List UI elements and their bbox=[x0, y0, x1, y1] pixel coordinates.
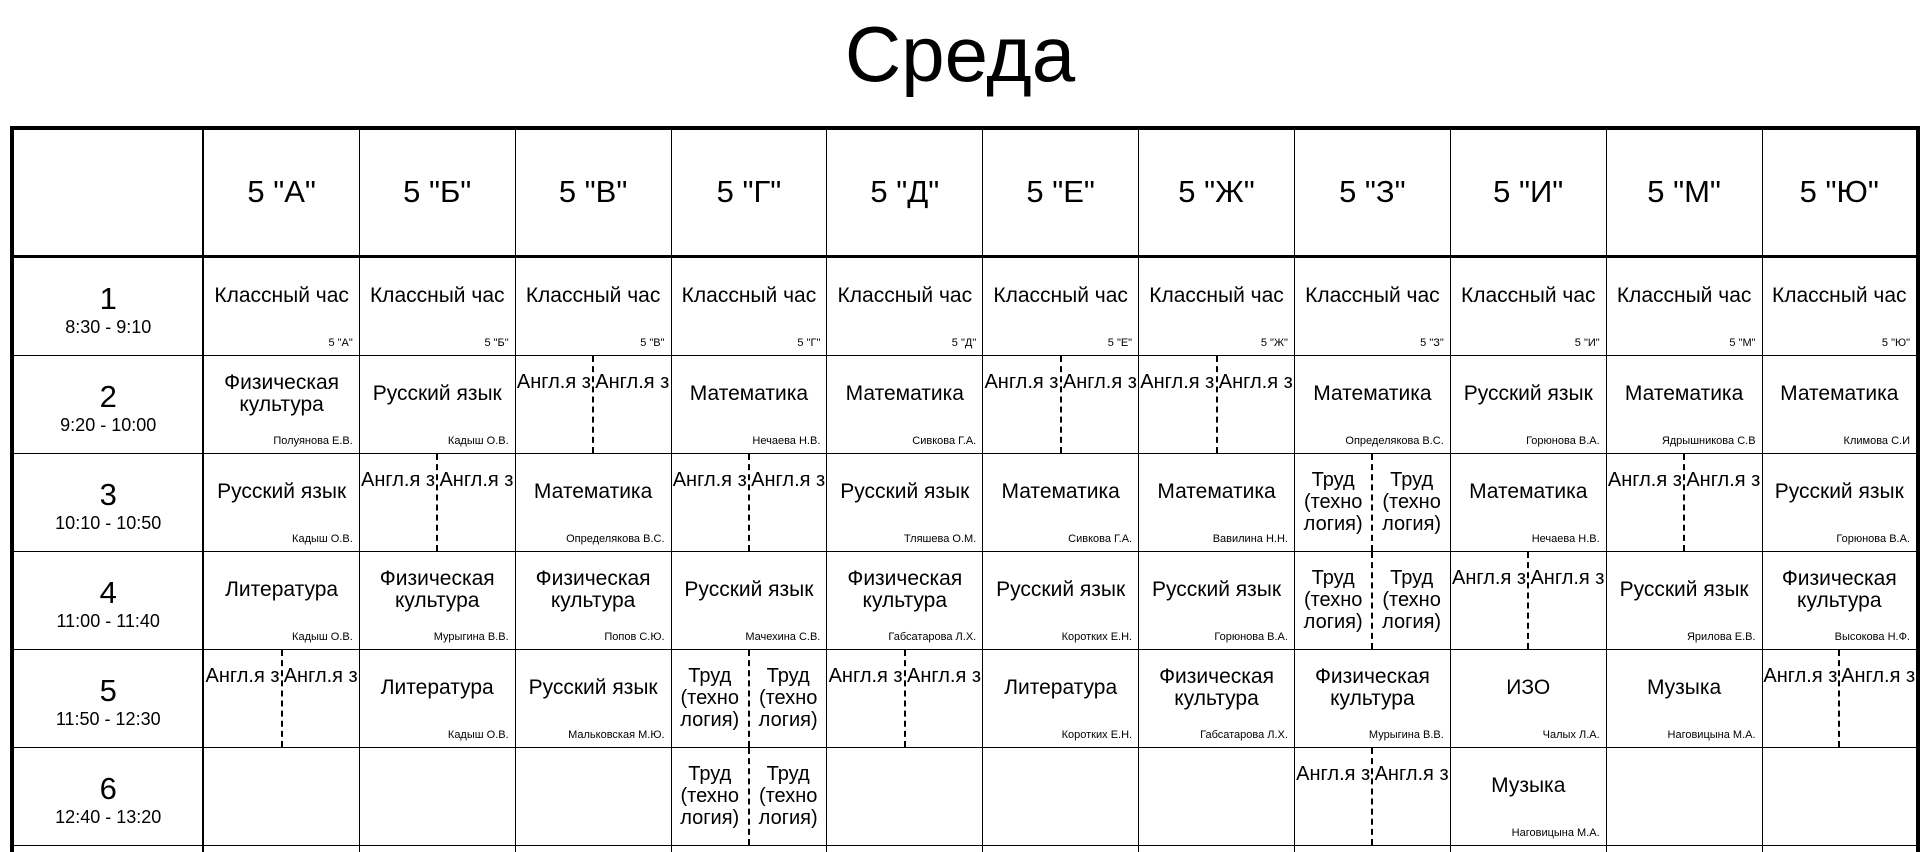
period-row bbox=[12, 747, 1918, 845]
subject-name: Русский язык bbox=[996, 578, 1126, 601]
subject-name: Классный час bbox=[993, 284, 1128, 307]
period-row bbox=[12, 453, 1918, 551]
teacher-name: 5 "З" bbox=[1420, 336, 1444, 349]
split-lesson bbox=[827, 650, 982, 747]
period-time: 12:40 - 13:20 bbox=[55, 807, 162, 827]
subject-name: Классный час bbox=[681, 284, 817, 307]
subgroup-subject: Англ.я з bbox=[439, 468, 514, 491]
subject-name: Математика bbox=[1157, 480, 1276, 503]
lesson-cell bbox=[203, 649, 359, 747]
empty-cell bbox=[1450, 845, 1606, 852]
empty-cell bbox=[203, 845, 359, 852]
subject-name: Музыка bbox=[1491, 774, 1566, 797]
lesson-cell bbox=[1762, 355, 1918, 453]
subject-name: Физическая культура bbox=[379, 567, 495, 612]
teacher-name: 5 "Б" bbox=[484, 336, 509, 349]
subject-name: Классный час bbox=[1149, 284, 1284, 307]
teacher-name: Габсатарова Л.Х. bbox=[888, 630, 977, 643]
empty-cell bbox=[1606, 845, 1762, 852]
split-lesson bbox=[1295, 552, 1450, 649]
teacher-name: Наговицына М.А. bbox=[1667, 728, 1756, 741]
lesson-cell bbox=[1294, 453, 1450, 551]
subject-name: Русский язык bbox=[1619, 578, 1749, 601]
lesson-cell bbox=[359, 453, 515, 551]
subgroup-subject: Англ.я з bbox=[907, 664, 982, 687]
subject-name: Математика bbox=[845, 382, 964, 405]
subgroup-subject: Англ.я з bbox=[672, 454, 750, 551]
period-row bbox=[12, 551, 1918, 649]
teacher-name: Определякова В.С. bbox=[1345, 434, 1444, 447]
teacher-name: Мурыгина В.В. bbox=[433, 630, 509, 643]
teacher-name: Определякова В.С. bbox=[566, 532, 665, 545]
lesson-cell bbox=[515, 551, 671, 649]
lesson-cell bbox=[1762, 453, 1918, 551]
subject-name: Классный час bbox=[214, 284, 349, 307]
split-lesson bbox=[516, 356, 671, 453]
subject-name: Математика bbox=[1001, 480, 1120, 503]
period-time: 11:00 - 11:40 bbox=[56, 611, 160, 631]
subject-name: Литература bbox=[225, 578, 339, 601]
period-number: 5 bbox=[99, 673, 117, 708]
empty-cell bbox=[827, 845, 983, 852]
subject-name: Русский язык bbox=[840, 480, 970, 503]
subject-name: Математика bbox=[1313, 382, 1432, 405]
teacher-name: 5 "Д" bbox=[951, 336, 977, 349]
split-lesson bbox=[983, 356, 1138, 453]
subgroup-subject: Англ.я з bbox=[360, 454, 438, 551]
lesson-cell bbox=[983, 355, 1139, 453]
subgroup-subject: Англ.я з bbox=[1686, 468, 1761, 491]
subgroup-subject: Англ.я з bbox=[1530, 566, 1605, 589]
split-lesson bbox=[1295, 748, 1450, 845]
lesson-cell bbox=[671, 551, 827, 649]
teacher-name: 5 "И" bbox=[1574, 336, 1600, 349]
subgroup-subject: Труд (техно логия) bbox=[758, 763, 818, 829]
teacher-name: Ярилова Е.В. bbox=[1686, 630, 1756, 643]
teacher-name: Мурыгина В.В. bbox=[1368, 728, 1444, 741]
split-lesson bbox=[1451, 552, 1606, 649]
subgroup-subject: Англ.я з bbox=[1374, 762, 1449, 785]
lesson-cell bbox=[1450, 551, 1606, 649]
subject-name: Классный час bbox=[525, 284, 661, 307]
split-lesson bbox=[1763, 650, 1916, 747]
teacher-name: Мальковская М.Ю. bbox=[568, 728, 665, 741]
split-lesson bbox=[1295, 454, 1450, 551]
empty-cell bbox=[983, 747, 1139, 845]
teacher-name: Полуянова Е.В. bbox=[273, 434, 353, 447]
teacher-name: Коротких Е.Н. bbox=[1061, 630, 1133, 643]
empty-cell bbox=[983, 845, 1139, 852]
subgroup-subject: Труд (техно логия) bbox=[1382, 567, 1442, 633]
subject-name: Классный час bbox=[1616, 284, 1752, 307]
lesson-cell bbox=[1450, 355, 1606, 453]
split-lesson bbox=[672, 454, 827, 551]
subgroup-subject: Англ.я з bbox=[204, 650, 282, 747]
class-header: 5 "Ю" bbox=[1762, 128, 1918, 256]
period-row bbox=[12, 256, 1918, 355]
teacher-name: Кадыш О.В. bbox=[447, 728, 509, 741]
subgroup-subject: Англ.я з bbox=[827, 650, 905, 747]
empty-cell bbox=[515, 845, 671, 852]
empty-cell bbox=[1139, 747, 1295, 845]
subject-name: Физическая культура bbox=[535, 567, 651, 612]
empty-cell bbox=[359, 747, 515, 845]
empty-cell bbox=[1762, 747, 1918, 845]
subject-name: Математика bbox=[689, 382, 809, 405]
teacher-name: Сивкова Г.А. bbox=[912, 434, 977, 447]
lesson-cell bbox=[983, 551, 1139, 649]
subgroup-subject: Англ.я з bbox=[1295, 748, 1373, 845]
lesson-cell bbox=[1450, 747, 1606, 845]
teacher-name: Высокова Н.Ф. bbox=[1834, 630, 1910, 643]
subject-name: Музыка bbox=[1646, 676, 1722, 699]
lesson-cell bbox=[983, 453, 1139, 551]
subject-name: Математика bbox=[1780, 382, 1899, 405]
teacher-name: Кадыш О.В. bbox=[292, 630, 353, 643]
subject-name: Литература bbox=[380, 676, 494, 699]
subject-name: Математика bbox=[1624, 382, 1744, 405]
schedule-body bbox=[12, 256, 1918, 852]
split-lesson bbox=[360, 454, 515, 551]
lesson-cell bbox=[1762, 649, 1918, 747]
lesson-cell bbox=[1139, 649, 1295, 747]
lesson-cell bbox=[203, 355, 359, 453]
subject-name: Русский язык bbox=[1463, 382, 1593, 405]
lesson-cell bbox=[827, 551, 983, 649]
teacher-name: Кадыш О.В. bbox=[292, 532, 353, 545]
class-header: 5 "М" bbox=[1606, 128, 1762, 256]
lesson-cell bbox=[1139, 256, 1295, 355]
lesson-cell bbox=[515, 355, 671, 453]
period-time: 10:10 - 10:50 bbox=[55, 513, 162, 533]
schedule-table bbox=[10, 126, 1920, 852]
teacher-name: 5 "Г" bbox=[797, 336, 821, 349]
teacher-name: Наговицына М.А. bbox=[1511, 826, 1600, 839]
period-time-cell bbox=[12, 453, 203, 551]
teacher-name: 5 "А" bbox=[328, 336, 353, 349]
empty-cell bbox=[1139, 845, 1295, 852]
teacher-name: 5 "Ж" bbox=[1260, 336, 1288, 349]
subgroup-subject: Труд (техно логия) bbox=[1295, 454, 1373, 551]
period-row-partial bbox=[12, 845, 1918, 852]
lesson-cell bbox=[359, 551, 515, 649]
split-lesson bbox=[1139, 356, 1294, 453]
empty-cell bbox=[1762, 845, 1918, 852]
subject-name: Русский язык bbox=[217, 480, 347, 503]
teacher-name: Нечаева Н.В. bbox=[1531, 532, 1600, 545]
class-header: 5 "Г" bbox=[671, 128, 827, 256]
period-time-cell bbox=[12, 649, 203, 747]
teacher-name: Горюнова В.А. bbox=[1836, 532, 1910, 545]
teacher-name: Ядрышникова С.В bbox=[1661, 434, 1756, 447]
lesson-cell bbox=[1450, 256, 1606, 355]
empty-cell bbox=[359, 845, 515, 852]
teacher-name: Горюнова В.А. bbox=[1526, 434, 1600, 447]
period-time: 8:30 - 9:10 bbox=[65, 317, 152, 337]
empty-cell bbox=[515, 747, 671, 845]
lesson-cell bbox=[359, 649, 515, 747]
subject-name: Русский язык bbox=[528, 676, 658, 699]
period-number: 6 bbox=[99, 771, 117, 806]
teacher-name: Тляшева О.М. bbox=[903, 532, 977, 545]
lesson-cell bbox=[1606, 355, 1762, 453]
lesson-cell bbox=[1606, 453, 1762, 551]
teacher-name: 5 "Ю" bbox=[1881, 336, 1910, 349]
class-header: 5 "Е" bbox=[983, 128, 1139, 256]
subgroup-subject: Труд (техно логия) bbox=[672, 650, 750, 747]
lesson-cell bbox=[515, 453, 671, 551]
lesson-cell bbox=[359, 355, 515, 453]
subject-name: ИЗО bbox=[1506, 676, 1551, 699]
class-header: 5 "Б" bbox=[359, 128, 515, 256]
empty-cell bbox=[203, 747, 359, 845]
teacher-name: Нечаева Н.В. bbox=[752, 434, 821, 447]
teacher-name: 5 "Е" bbox=[1107, 336, 1133, 349]
subgroup-subject: Труд (техно логия) bbox=[672, 748, 750, 845]
split-lesson bbox=[1607, 454, 1762, 551]
lesson-cell bbox=[983, 649, 1139, 747]
class-header: 5 "И" bbox=[1450, 128, 1606, 256]
subject-name: Физическая культура bbox=[1159, 665, 1274, 710]
page-title: Среда bbox=[844, 10, 1076, 98]
split-lesson bbox=[204, 650, 358, 747]
period-time-cell bbox=[12, 747, 203, 845]
split-lesson bbox=[672, 748, 827, 845]
lesson-cell bbox=[1139, 453, 1295, 551]
period-time: 11:50 - 12:30 bbox=[55, 709, 161, 729]
lesson-cell bbox=[1139, 551, 1295, 649]
lesson-cell bbox=[671, 256, 827, 355]
subgroup-subject: Англ.я з bbox=[983, 356, 1061, 453]
lesson-cell bbox=[827, 649, 983, 747]
teacher-name: Попов С.Ю. bbox=[604, 630, 665, 643]
class-header: 5 "Ж" bbox=[1139, 128, 1295, 256]
teacher-name: Мачехина С.В. bbox=[745, 630, 821, 643]
class-header: 5 "З" bbox=[1294, 128, 1450, 256]
subject-name: Физическая культура bbox=[1781, 567, 1897, 612]
lesson-cell bbox=[515, 649, 671, 747]
subject-name: Классный час bbox=[1771, 284, 1907, 307]
empty-cell bbox=[1294, 845, 1450, 852]
lesson-cell bbox=[671, 453, 827, 551]
lesson-cell bbox=[671, 649, 827, 747]
lesson-cell bbox=[1294, 649, 1450, 747]
empty-cell bbox=[827, 747, 983, 845]
teacher-name: Габсатарова Л.Х. bbox=[1200, 728, 1288, 741]
subject-name: Литература bbox=[1004, 676, 1118, 699]
lesson-cell bbox=[1294, 551, 1450, 649]
subject-name: Физическая культура bbox=[1314, 665, 1430, 710]
period-time: 9:20 - 10:00 bbox=[60, 415, 157, 435]
class-header: 5 "В" bbox=[515, 128, 671, 256]
period-number: 1 bbox=[99, 281, 117, 316]
lesson-cell bbox=[515, 256, 671, 355]
subject-name: Математика bbox=[533, 480, 653, 503]
lesson-cell bbox=[827, 355, 983, 453]
subgroup-subject: Англ.я з bbox=[1607, 454, 1685, 551]
teacher-name: Коротких Е.Н. bbox=[1061, 728, 1133, 741]
lesson-cell bbox=[983, 256, 1139, 355]
class-header: 5 "Д" bbox=[827, 128, 983, 256]
lesson-cell bbox=[203, 551, 359, 649]
teacher-name: Вавилина Н.Н. bbox=[1212, 532, 1288, 545]
subgroup-subject: Англ.я з bbox=[1218, 370, 1293, 393]
class-header-row bbox=[12, 128, 1918, 256]
subgroup-subject: Англ.я з bbox=[751, 468, 826, 491]
subgroup-subject: Англ.я з bbox=[1451, 552, 1529, 649]
subject-name: Русский язык bbox=[1152, 578, 1282, 601]
subject-name: Физическая культура bbox=[224, 371, 340, 416]
period-time-cell bbox=[12, 256, 203, 355]
lesson-cell bbox=[1450, 453, 1606, 551]
lesson-cell bbox=[203, 256, 359, 355]
teacher-name: 5 "В" bbox=[640, 336, 665, 349]
corner-cell bbox=[12, 128, 203, 256]
lesson-cell bbox=[203, 453, 359, 551]
period-number: 4 bbox=[99, 575, 117, 610]
lesson-cell bbox=[1294, 256, 1450, 355]
subject-name: Физическая культура bbox=[847, 567, 963, 612]
period-time-cell bbox=[12, 355, 203, 453]
subject-name: Русский язык bbox=[684, 578, 814, 601]
lesson-cell bbox=[1606, 551, 1762, 649]
subject-name: Классный час bbox=[1460, 284, 1596, 307]
subject-name: Классный час bbox=[837, 284, 973, 307]
empty-cell bbox=[12, 845, 203, 852]
lesson-cell bbox=[1606, 649, 1762, 747]
teacher-name: Климова С.И bbox=[1843, 434, 1910, 447]
subject-name: Классный час bbox=[1305, 284, 1440, 307]
lesson-cell bbox=[671, 747, 827, 845]
teacher-name: Кадыш О.В. bbox=[447, 434, 509, 447]
teacher-name: Сивкова Г.А. bbox=[1068, 532, 1133, 545]
teacher-name: Горюнова В.А. bbox=[1214, 630, 1288, 643]
lesson-cell bbox=[1450, 649, 1606, 747]
lesson-cell bbox=[359, 256, 515, 355]
subject-name: Математика bbox=[1469, 480, 1588, 503]
subgroup-subject: Труд (техно логия) bbox=[1382, 469, 1442, 535]
split-lesson bbox=[672, 650, 827, 747]
lesson-cell bbox=[1294, 355, 1450, 453]
lesson-cell bbox=[1606, 256, 1762, 355]
lesson-cell bbox=[1762, 256, 1918, 355]
period-time-cell bbox=[12, 551, 203, 649]
subgroup-subject: Труд (техно логия) bbox=[758, 665, 818, 731]
period-number: 2 bbox=[99, 379, 117, 414]
empty-cell bbox=[671, 845, 827, 852]
lesson-cell bbox=[1762, 551, 1918, 649]
subgroup-subject: Англ.я з bbox=[1763, 650, 1841, 747]
empty-cell bbox=[1606, 747, 1762, 845]
lesson-cell bbox=[827, 256, 983, 355]
subgroup-subject: Англ.я з bbox=[1841, 664, 1916, 687]
period-row bbox=[12, 649, 1918, 747]
subgroup-subject: Англ.я з bbox=[516, 356, 594, 453]
teacher-name: 5 "М" bbox=[1729, 336, 1756, 349]
subgroup-subject: Труд (техно логия) bbox=[1295, 552, 1373, 649]
subgroup-subject: Англ.я з bbox=[1062, 370, 1137, 393]
class-header: 5 "А" bbox=[203, 128, 359, 256]
subject-name: Русский язык bbox=[372, 382, 502, 405]
subgroup-subject: Англ.я з bbox=[1139, 356, 1217, 453]
lesson-cell bbox=[827, 453, 983, 551]
lesson-cell bbox=[1294, 747, 1450, 845]
period-row bbox=[12, 355, 1918, 453]
subgroup-subject: Англ.я з bbox=[283, 664, 358, 687]
subject-name: Классный час bbox=[369, 284, 505, 307]
subgroup-subject: Англ.я з bbox=[595, 370, 670, 393]
subject-name: Русский язык bbox=[1774, 480, 1904, 503]
lesson-cell bbox=[671, 355, 827, 453]
lesson-cell bbox=[1139, 355, 1295, 453]
teacher-name: Чалых Л.А. bbox=[1542, 728, 1600, 741]
period-number: 3 bbox=[99, 477, 117, 512]
